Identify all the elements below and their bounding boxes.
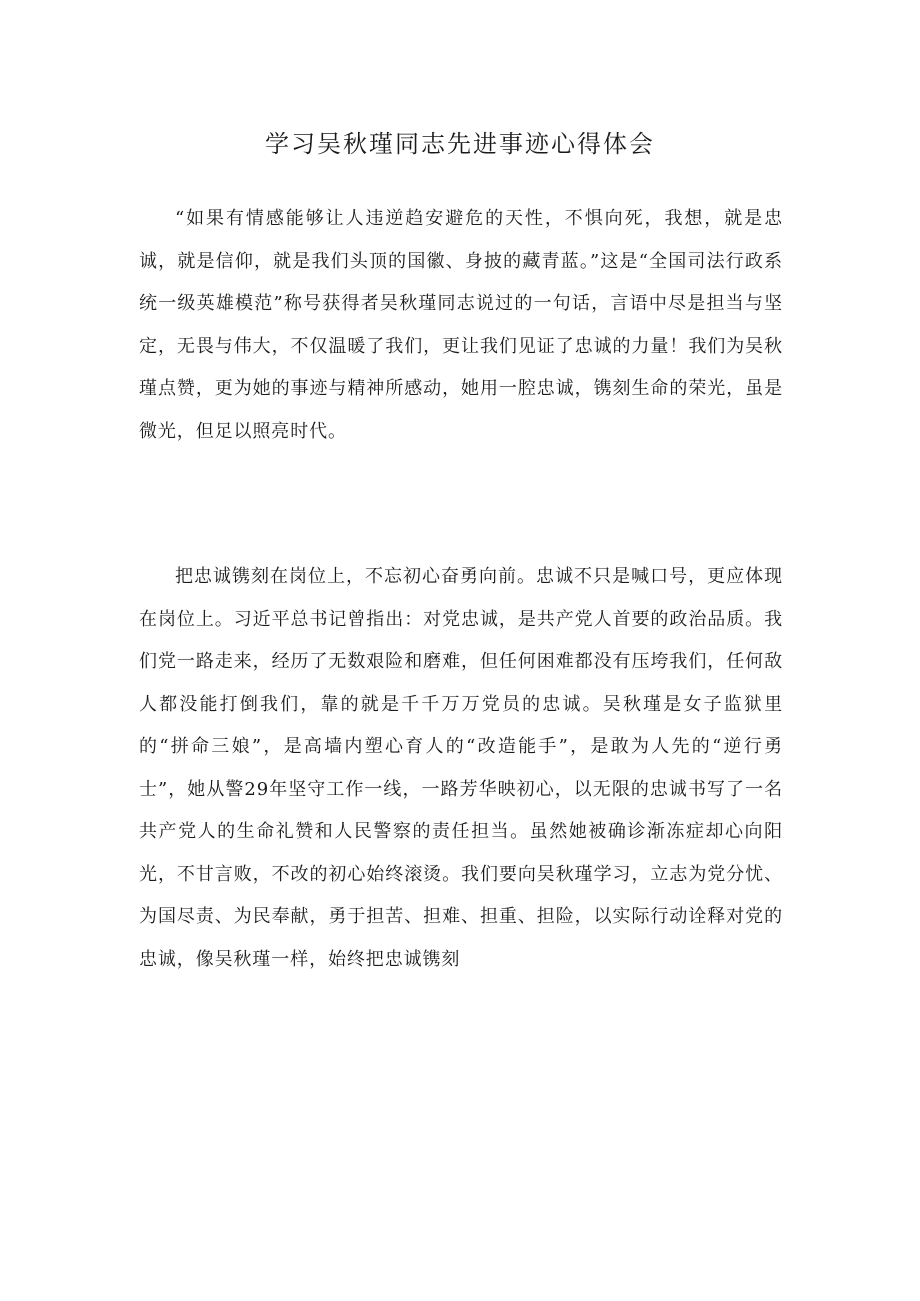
document-title: 学习吴秋瑾同志先进事迹心得体会 <box>265 130 655 158</box>
paragraph-2: 把忠诚镌刻在岗位上，不忘初心奋勇向前。忠诚不只是喊口号，更应体现在岗位上。习近平总书记曾指出：对党忠诚，是共产党人首要的政治品质。我们党一路走来，经历了无数艰险和磨难，但任何困难都没有压垮我们，任何敌人都没能打倒我们，靠的就是千千万万党员的忠诚。吴秋瑾是女子监狱里的“拼命三娘”，是高墙内塑心育人的“改造能手”，是敢为人先的“逆行勇士”，她从警29年坚守工作一线，一路芳华映初心，以无限的忠诚书写了一名共产党人的生命礼赞和人民警察的责任担当。虽然她被确诊渐冻症却心向阳光，不甘言败，不改的初心始终滚烫。我们要向吴秋瑾学习，立志为党分忧、为国尽责、为民奉献，勇于担苦、担难、担重、担险，以实际行动诠释对党的忠诚，像吴秋瑾一样，始终把忠诚镌刻 <box>139 566 783 970</box>
paragraph-1: “如果有情感能够让人违逆趋安避危的天性，不惧向死，我想，就是忠诚，就是信仰，就是我们头顶的国徽、身披的藏青蓝。”这是“全国司法行政系统一级英雄模范”称号获得者吴秋瑾同志说过的一句话，言语中尽是担当与坚定，无畏与伟大，不仅温暖了我们，更让我们见证了忠诚的力量！我们为吴秋瑾点赞，更为她的事迹与精神所感动，她用一腔忠诚，镌刻生命的荣光，虽是微光，但足以照亮时代。 <box>139 208 783 442</box>
